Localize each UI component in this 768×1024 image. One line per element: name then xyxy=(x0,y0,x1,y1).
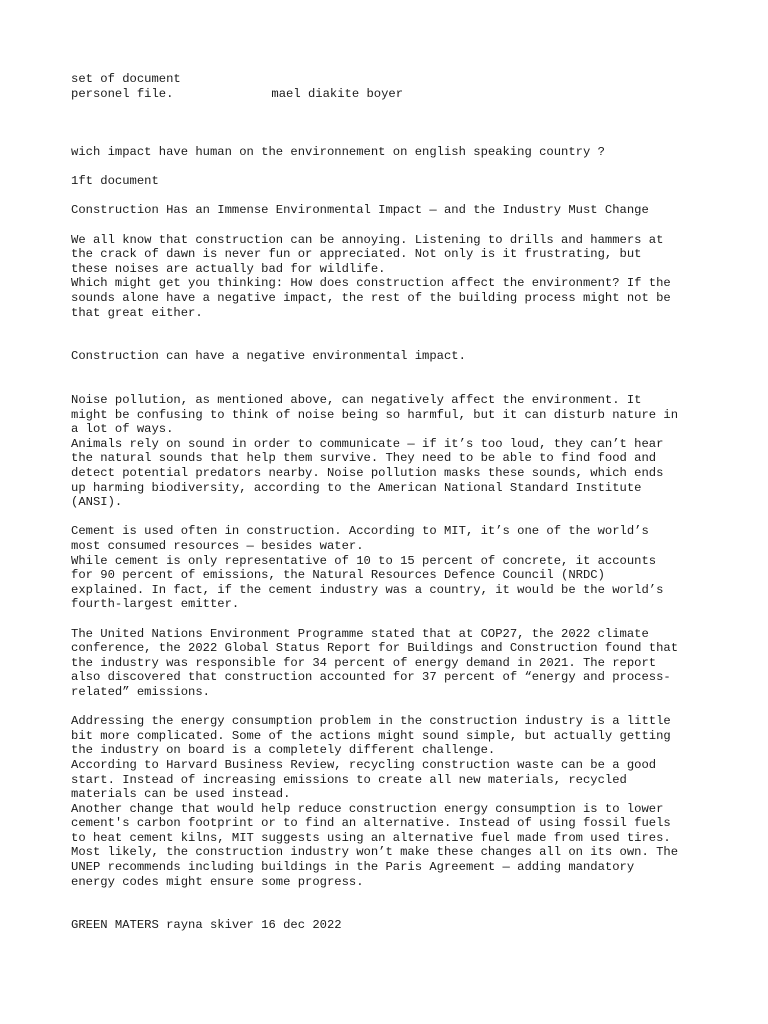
document-label: 1ft document xyxy=(71,174,159,189)
source-line: GREEN MATERS rayna skiver 16 dec 2022 xyxy=(71,918,342,933)
paragraph-unep: The United Nations Environment Programme stated that at COP27, the 2022 climate conference, the 2022 Global Status Report for Buildings and Construction found that the industry was responsible for 34 percent of energy demand in 2021. The report also discovered that construction accounted for 37 percent of “energy and process- related” emissions. xyxy=(71,626,679,699)
article-title: Construction Has an Immense Environmental Impact — and the Industry Must Change xyxy=(71,203,649,218)
author-name: mael diakite boyer xyxy=(271,86,404,101)
document-page xyxy=(71,72,711,933)
paragraph-solutions: Addressing the energy consumption problem in the construction industry is a little bit more complicated. Some of the actions might sound simple, but actually getting the industry on board is a completely different challenge. According to Harvard Business Review, recycling construction waste can be a good start. Instead of increasing emissions to create all new materials, recycled materials can be used instead. Another change that would help reduce construction energy consumption is to lower cement's carbon footprint or to find an alternative. Instead of using fossil fuels to heat cement kilns, MIT suggests using an alternative fuel made from used tires. Most likely, the construction industry won’t make these changes all on its own. The UNEP recommends including buildings in the Paris Agreement — adding mandatory energy codes might ensure some progress. xyxy=(71,714,679,889)
paragraph-intro: We all know that construction can be annoying. Listening to drills and hammers at the crack of dawn is never fun or appreciated. Not only is it frustrating, but these noises are actually bad for wildlife. Which might get you thinking: How does construction affect the environment? If the sounds alone have a negative impact, the rest of the building process might not be that great either. xyxy=(71,232,671,320)
paragraph-cement: Cement is used often in construction. According to MIT, it’s one of the world’s most consumed resources — besides water. While cement is only representative of 10 to 15 percent of concrete, it accounts for 90 percent of emissions, the Natural Resources Defence Council (NRDC) explained. In fact, if the cement industry was a country, it would be the world’s fourth-largest emitter. xyxy=(71,524,664,612)
paragraph-noise: Noise pollution, as mentioned above, can negatively affect the environment. It might be confusing to think of noise being so harmful, but it can disturb nature in a lot of ways. Animals rely on sound in order to communicate — if it’s too loud, they can’t hear the natural sounds that help them survive. They need to be able to find food and detect potential predators nearby. Noise pollution masks these sounds, which ends up harming biodiversity, according to the American National Standard Institute (ANSI). xyxy=(71,393,679,510)
header-line-2 xyxy=(71,87,711,102)
header-line-1: set of document xyxy=(71,72,181,86)
research-question: wich impact have human on the environnement on english speaking country ? xyxy=(71,144,605,159)
personel-file-label: personel file. xyxy=(71,86,174,101)
paragraph-subheading: Construction can have a negative environmental impact. xyxy=(71,349,466,364)
